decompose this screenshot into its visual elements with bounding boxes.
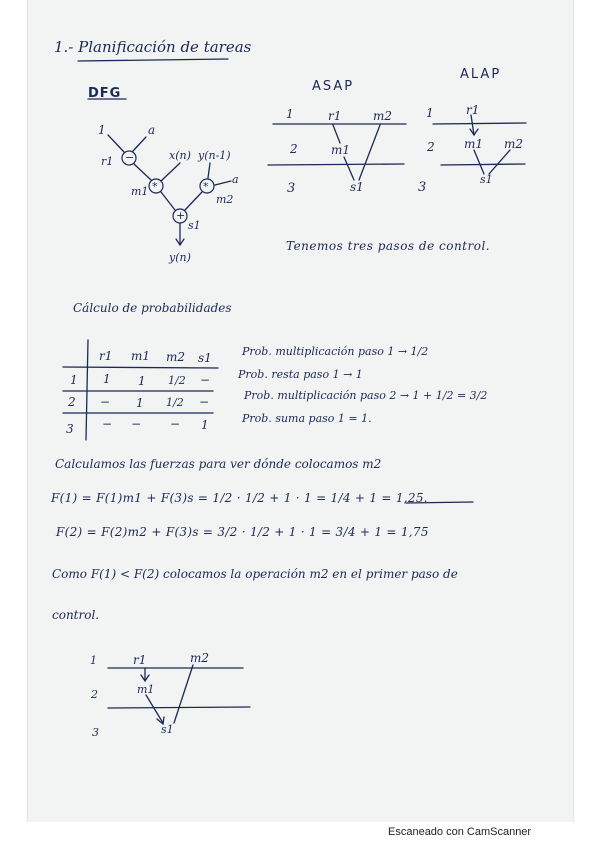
alap-divider-1: [433, 123, 526, 124]
title-underline: [78, 59, 228, 61]
dfg-label-s1: s1: [188, 219, 201, 232]
asap-edge-m1-s1: [344, 157, 354, 180]
table-row-2-step: 2: [68, 395, 76, 409]
asap-m2: m2: [373, 109, 393, 123]
asap-m1: m1: [331, 143, 351, 157]
dfg-edge-a-m2: [215, 181, 231, 185]
prob-note-1: Prob. multiplicación paso 1 → 1/2: [242, 345, 429, 358]
dfg-input-1: 1: [98, 123, 106, 137]
asap-divider-2: [268, 164, 404, 165]
table-row-1-m2: 1/2: [168, 374, 186, 387]
alap-r1: r1: [466, 103, 480, 117]
ink-layer: [28, 0, 573, 822]
prob-note-2: Prob. resta paso 1 → 1: [238, 368, 363, 381]
dfg-label-m1: m1: [131, 185, 149, 198]
dfg-output: y(n): [169, 251, 191, 264]
alap-edge-m2-s1: [489, 150, 510, 174]
asap-edge-m2-s1: [359, 125, 380, 180]
dfg-edge-m2-s1: [185, 192, 202, 210]
alap-s1: s1: [480, 173, 493, 186]
dfg-label: DFG: [88, 86, 122, 101]
final-edge-m1-s1: [146, 695, 163, 723]
alap-m2: m2: [504, 137, 524, 151]
asap-r1: r1: [328, 109, 342, 123]
dfg-label-r1: r1: [101, 155, 114, 168]
scanner-footer: Escaneado con CamScanner: [388, 826, 532, 838]
dfg-edge-x-m1: [161, 163, 180, 181]
dfg-op-mult1: *: [152, 180, 158, 193]
forces-intro: Calculamos las fuerzas para ver dónde colocamos m2: [55, 457, 382, 471]
probabilities-title: Cálculo de probabilidades: [73, 301, 232, 315]
table-header-m2: m2: [166, 350, 186, 364]
asap-edge-r1-m1: [333, 125, 340, 143]
dfg-input-a: a: [148, 123, 156, 137]
alap-step-1: 1: [426, 106, 434, 120]
table-row-3-step: 3: [66, 422, 74, 436]
table-row-1-step: 1: [70, 373, 78, 387]
final-m2: m2: [190, 651, 210, 665]
table-header-m1: m1: [131, 349, 151, 363]
final-step-2: 2: [91, 688, 98, 701]
asap-title: ASAP: [312, 79, 355, 94]
steps-note: Tenemos tres pasos de control.: [286, 239, 491, 253]
table-row-3-r1: −: [102, 417, 113, 431]
asap-step-1: 1: [286, 107, 294, 121]
table-header-r1: r1: [99, 349, 113, 363]
final-s1: s1: [161, 723, 174, 736]
alap-step-2: 2: [427, 140, 435, 154]
table-header-s1: s1: [198, 351, 212, 365]
dfg-input-a-right: a: [232, 173, 239, 186]
prob-note-3: Prob. multiplicación paso 2 → 1 + 1/2 = 3/2: [244, 389, 488, 402]
table-header-line: [63, 367, 218, 368]
force-equation-2: F(2) = F(2)m2 + F(3)s = 3/2 · 1/2 + 1 · 1 = 3/4 + 1 = 1,75: [56, 525, 429, 539]
final-step-3: 3: [92, 726, 99, 739]
prob-note-4: Prob. suma paso 1 = 1.: [242, 412, 372, 425]
alap-step-3: 3: [418, 180, 427, 195]
final-r1: r1: [133, 653, 147, 667]
dfg-edge-1-r1: [108, 135, 124, 152]
asap-s1: s1: [350, 180, 364, 194]
table-row-2-r1: −: [100, 395, 111, 409]
force-equation-1: F(1) = F(1)m1 + F(3)s = 1/2 · 1/2 + 1 · 1 = 1/4 + 1 = 1,25.: [51, 491, 428, 505]
dfg-op-plus: +: [176, 209, 186, 222]
final-m1: m1: [137, 683, 155, 696]
table-row-2-s1: −: [199, 395, 210, 409]
final-step-1: 1: [90, 654, 97, 667]
alap-divider-2: [441, 164, 525, 165]
dfg-edge-m1-s1: [161, 192, 175, 210]
table-row-3-m1: −: [131, 417, 142, 431]
dfg-edge-a-r1: [133, 137, 146, 151]
dfg-edge-r1-m1: [134, 164, 151, 180]
dfg-label-m2: m2: [216, 193, 234, 206]
table-row-2-m1: 1: [136, 396, 144, 410]
alap-edge-m1-s1: [474, 150, 484, 174]
table-row-3-m2: −: [170, 417, 181, 431]
table-row-1-r1: 1: [103, 372, 111, 386]
table-column-line: [86, 340, 88, 440]
dfg-op-minus: −: [125, 151, 135, 164]
alap-title: ALAP: [460, 67, 502, 82]
asap-step-3: 3: [287, 181, 296, 196]
table-row-2-m2: 1/2: [166, 396, 184, 409]
table-row-1-s1: −: [200, 373, 211, 387]
dfg-edge-y-m2: [208, 163, 210, 178]
alap-m1: m1: [464, 137, 484, 151]
page-title: 1.- Planificación de tareas: [54, 38, 252, 56]
dfg-input-xn: x(n): [169, 149, 191, 162]
dfg-op-mult2: *: [203, 180, 209, 193]
conclusion-line-2: control.: [52, 608, 100, 622]
dfg-input-yn1: y(n-1): [198, 149, 231, 162]
asap-step-2: 2: [290, 142, 298, 156]
table-row-3-s1: 1: [201, 418, 209, 432]
final-edge-m2-s1: [174, 665, 193, 723]
scanned-sheet: [27, 0, 574, 822]
conclusion-line-1: Como F(1) < F(2) colocamos la operación m2 en el primer paso de: [52, 567, 458, 581]
table-row-1-m1: 1: [138, 374, 146, 388]
